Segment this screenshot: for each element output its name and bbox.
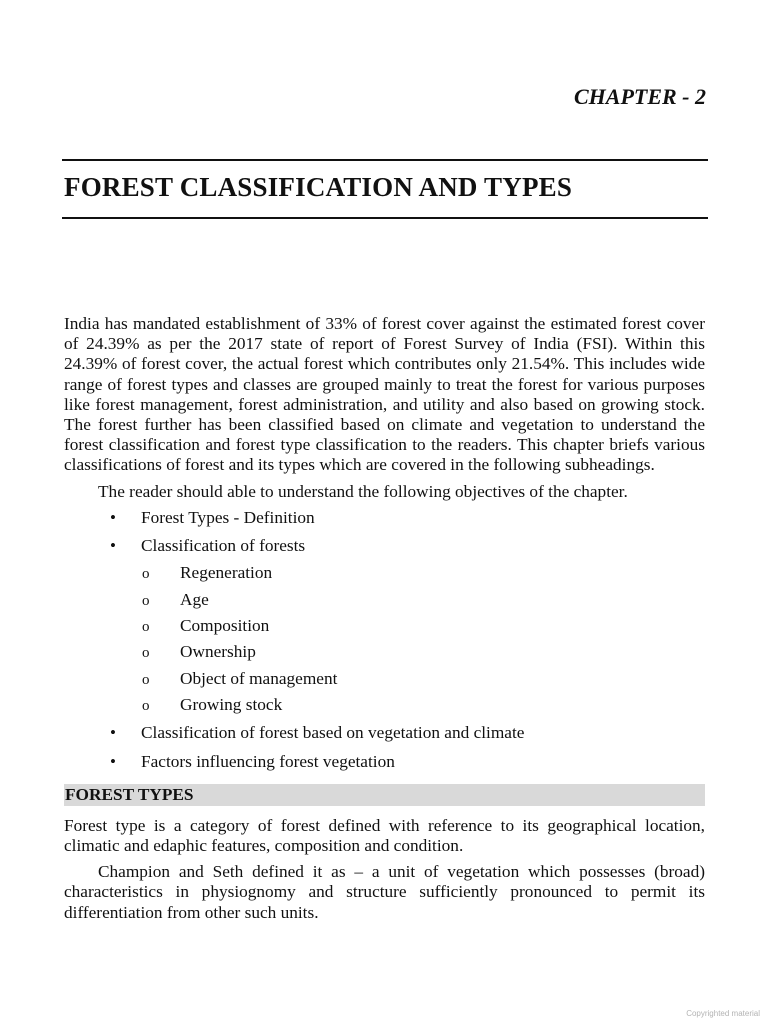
objectives-list xyxy=(64,508,705,772)
bullet-icon: • xyxy=(110,751,116,771)
objective-label: Classification of forest based on vegetation and climate xyxy=(141,723,525,743)
page-body xyxy=(64,314,705,923)
subitem-label: Ownership xyxy=(180,642,256,662)
subitem-label: Composition xyxy=(180,616,270,636)
bullet-icon: • xyxy=(110,507,116,527)
list-item xyxy=(64,723,705,743)
bullet-icon: • xyxy=(110,536,116,556)
chapter-number: CHAPTER - 2 xyxy=(573,84,706,109)
classification-sublist xyxy=(141,563,705,715)
chapter-title: FOREST CLASSIFICATION AND TYPES xyxy=(64,172,573,202)
circle-bullet-icon: o xyxy=(142,592,150,609)
intro-paragraph: India has mandated establishment of 33% of forest cover against the estimated forest cover of 24.39% as per the 2017 state of report of Forest Survey of India (FSI). Within this 24.39% of forest cover, the actual forest which contributes only 21.54%. This includes wide range of forest types and classes are grouped mainly to treat the forest for various purposes like forest management, forest administration, and utility and also based on growing stock. The forest further has been classified based on climate and vegetation to understand the forest classification and forest type classification to the readers. This chapter briefs various classifications of forest and its types which are covered in the following subheadings. xyxy=(64,314,705,475)
sub-list-item xyxy=(64,616,705,636)
sub-list-item xyxy=(64,590,705,610)
objectives-intro: The reader should able to understand the following objectives of the chapter. xyxy=(98,481,628,501)
objective-label: Classification of forests xyxy=(141,536,306,556)
champion-seth-definition: Champion and Seth defined it as – a unit of vegetation which possesses (broad) characteristics in physiognomy and structure sufficiently pronounced to permit its differentiation from other such units. xyxy=(64,862,705,922)
subitem-label: Object of management xyxy=(180,668,338,688)
forest-type-definition: Forest type is a category of forest defined with reference to its geographical location, climatic and edaphic features, composition and condition. xyxy=(64,815,705,855)
circle-bullet-icon: o xyxy=(142,698,150,715)
circle-bullet-icon: o xyxy=(142,619,150,636)
sub-list-item xyxy=(64,563,705,583)
title-bottom-rule xyxy=(62,217,708,219)
list-item xyxy=(64,536,705,715)
list-item xyxy=(64,752,705,772)
circle-bullet-icon: o xyxy=(142,566,150,583)
sub-list-item xyxy=(64,642,705,662)
objective-label: Forest Types - Definition xyxy=(141,507,315,527)
circle-bullet-icon: o xyxy=(142,671,150,688)
section-heading: FOREST TYPES xyxy=(64,784,705,806)
subitem-label: Age xyxy=(180,589,209,609)
bullet-icon: • xyxy=(110,723,116,743)
objective-label: Factors influencing forest vegetation xyxy=(141,751,395,771)
sub-list-item xyxy=(64,695,705,715)
list-item xyxy=(64,508,705,528)
subitem-label: Growing stock xyxy=(180,695,283,715)
title-top-rule xyxy=(62,159,708,161)
subitem-label: Regeneration xyxy=(180,563,273,583)
sub-list-item xyxy=(64,669,705,689)
circle-bullet-icon: o xyxy=(142,645,150,662)
copyright-watermark: Copyrighted material xyxy=(686,1009,760,1018)
